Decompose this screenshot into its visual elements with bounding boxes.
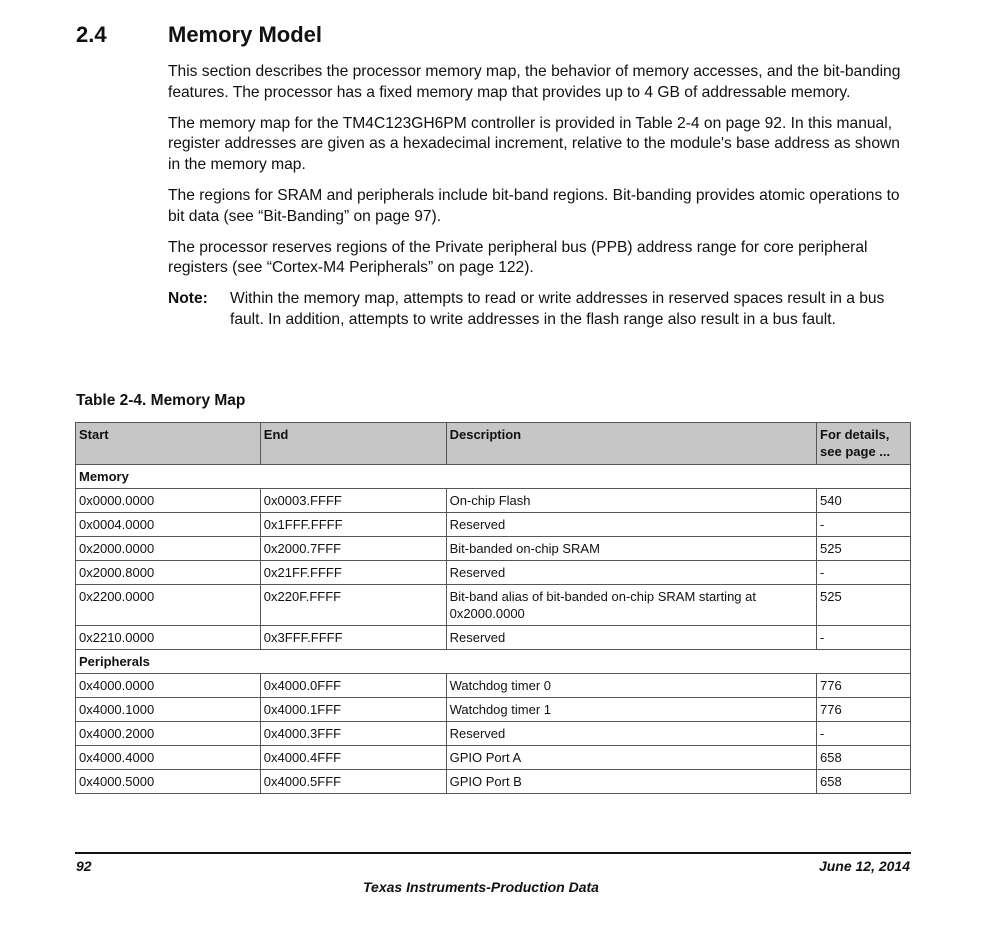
table-cell: - — [817, 722, 911, 746]
table-cell: 0x2000.7FFF — [260, 537, 446, 561]
group-row — [76, 650, 911, 674]
table-cell: 0x4000.4FFF — [260, 746, 446, 770]
table-cell: GPIO Port B — [446, 770, 816, 794]
table-cell: 0x4000.0000 — [76, 674, 261, 698]
table-cell: 0x1FFF.FFFF — [260, 513, 446, 537]
table-cell: 776 — [817, 674, 911, 698]
table-cell: Bit-banded on-chip SRAM — [446, 537, 816, 561]
column-header: Start — [76, 423, 261, 465]
group-label: Memory — [76, 465, 911, 489]
note-text: Within the memory map, attempts to read or write addresses in reserved spaces result in a bus fault. In addition, attempts to write addresses in the flash range also result in a bus fault. — [230, 290, 885, 328]
table-cell: 0x4000.5000 — [76, 770, 261, 794]
table-cell: GPIO Port A — [446, 746, 816, 770]
table-cell: Reserved — [446, 561, 816, 585]
table-cell: - — [817, 513, 911, 537]
table-row — [76, 770, 911, 794]
table-cell: 0x2200.0000 — [76, 585, 261, 626]
table-cell: 0x4000.2000 — [76, 722, 261, 746]
table-row — [76, 513, 911, 537]
table-row — [76, 561, 911, 585]
group-label: Peripherals — [76, 650, 911, 674]
table-cell: On-chip Flash — [446, 489, 816, 513]
table-cell: 0x4000.1000 — [76, 698, 261, 722]
table-cell: - — [817, 561, 911, 585]
note — [168, 289, 913, 331]
footer-company: Texas Instruments-Production Data — [363, 879, 599, 895]
table-cell: 0x2000.8000 — [76, 561, 261, 585]
body-text — [168, 62, 913, 331]
table-row — [76, 698, 911, 722]
table-cell: 0x3FFF.FFFF — [260, 626, 446, 650]
table-cell: 0x220F.FFFF — [260, 585, 446, 626]
table-cell: 658 — [817, 746, 911, 770]
table-cell: Reserved — [446, 722, 816, 746]
table-cell: 540 — [817, 489, 911, 513]
paragraph: This section describes the processor memory map, the behavior of memory accesses, and the bit-banding features. The processor has a fixed memory map that provides up to 4 GB of addressable memory. — [168, 63, 901, 101]
table-cell: 0x4000.5FFF — [260, 770, 446, 794]
table-row — [76, 722, 911, 746]
column-header: Description — [446, 423, 816, 465]
paragraph: The regions for SRAM and peripherals include bit-band regions. Bit-banding provides atomic operations to bit data (see “Bit-Banding” on page 97). — [168, 186, 900, 225]
table-caption: Table 2-4. Memory Map — [76, 392, 246, 409]
note-label: Note: — [168, 290, 208, 308]
table-cell: 525 — [817, 537, 911, 561]
section-title: Memory Model — [168, 22, 323, 47]
group-row — [76, 465, 911, 489]
table-cell: 0x0004.0000 — [76, 513, 261, 537]
footer-page-number: 92 — [76, 858, 92, 874]
table-cell: 0x4000.0FFF — [260, 674, 446, 698]
table-cell: 0x4000.3FFF — [260, 722, 446, 746]
table-cell: Watchdog timer 0 — [446, 674, 816, 698]
memory-map-table — [75, 422, 911, 794]
column-header: For details, see page ... — [817, 423, 911, 465]
table-cell: Watchdog timer 1 — [446, 698, 816, 722]
table-cell: 525 — [817, 585, 911, 626]
table-cell: Reserved — [446, 626, 816, 650]
paragraph: The memory map for the TM4C123GH6PM controller is provided in Table 2-4 on page 92. In this manual, register addresses are given as a hexadecimal increment, relative to the module's base address as shown in the memory map. — [168, 114, 900, 174]
section-number: 2.4 — [76, 22, 107, 47]
table-row — [76, 746, 911, 770]
table-cell: 0x0000.0000 — [76, 489, 261, 513]
table-cell: 776 — [817, 698, 911, 722]
table-row — [76, 537, 911, 561]
table-row — [76, 489, 911, 513]
table-row — [76, 585, 911, 626]
table-cell: 0x4000.4000 — [76, 746, 261, 770]
table-cell: 658 — [817, 770, 911, 794]
table-row — [76, 626, 911, 650]
table-cell: 0x0003.FFFF — [260, 489, 446, 513]
footer-date: June 12, 2014 — [818, 858, 910, 874]
table-cell: 0x2210.0000 — [76, 626, 261, 650]
footer-divider — [75, 852, 911, 854]
table-cell: 0x21FF.FFFF — [260, 561, 446, 585]
table-cell: Bit-band alias of bit-banded on-chip SRAM starting at 0x2000.0000 — [446, 585, 816, 626]
table-cell: Reserved — [446, 513, 816, 537]
table-row — [76, 674, 911, 698]
paragraph: The processor reserves regions of the Private peripheral bus (PPB) address range for core peripheral registers (see “Cortex-M4 Peripherals” on page 122). — [168, 238, 868, 277]
table-cell: 0x4000.1FFF — [260, 698, 446, 722]
table-cell: 0x2000.0000 — [76, 537, 261, 561]
table-cell: - — [817, 626, 911, 650]
column-header: End — [260, 423, 446, 465]
